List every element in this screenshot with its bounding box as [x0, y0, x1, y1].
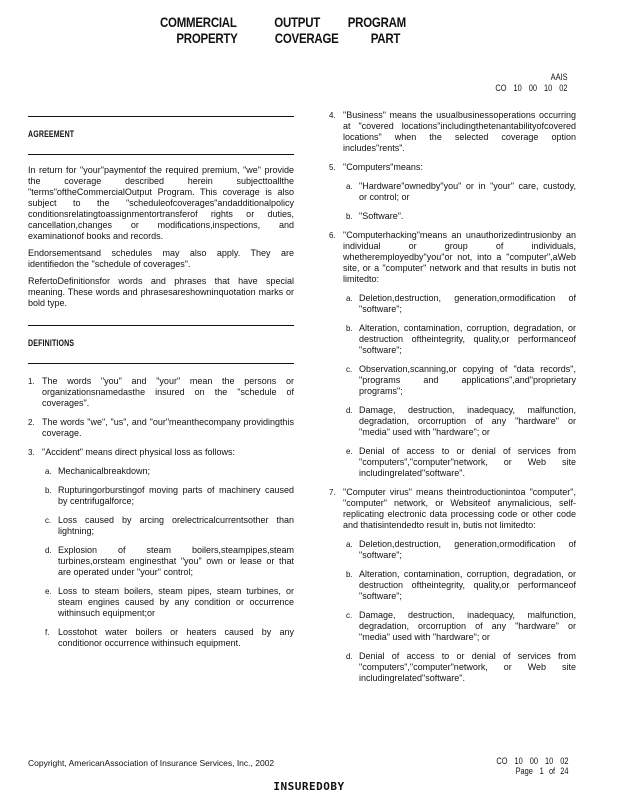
- sub-label: c.: [346, 611, 353, 620]
- agreement-paragraph: In return for "your"paymentof the required premium, "we" provide the coverage described herein subjecttoallthe "terms"oftheCommercialOutput Program. This coverage is also subject to the "scheduleofcoverages"andadditionalpolicy conditionsrelatingtoassignmentortransferof rights or duties, cancellation,changes or modifications,inspections, and examinationof books and records.: [28, 165, 294, 241]
- sub-text: Observation,scanning,or copying of "data records", "programs and applications",and"proprietary programs";: [359, 364, 576, 396]
- item-text: The words "you" and "your" mean the persons or organizationsnamedasthe insured on the "schedule of coverages".: [42, 376, 294, 408]
- org-label: AAIS: [551, 72, 568, 83]
- sub-label: e.: [45, 587, 52, 596]
- footer-form-code: [490, 757, 569, 777]
- sub-label: f.: [45, 628, 50, 637]
- title-word: COVERAGE: [274, 30, 339, 46]
- item-number: 7.: [329, 488, 336, 497]
- title-word: PROGRAM: [347, 14, 406, 30]
- sub-text: "Software".: [359, 211, 404, 221]
- definition-item: [28, 376, 294, 409]
- item-text: "Computerhacking"means an unauthorizedintrusionby an individual or group of individuals, whetheremployedby"you"or not, into a "computer",aWeb site, or a "computer" network and that results in butis not limitedto:: [343, 230, 576, 284]
- left-column: [28, 116, 294, 657]
- sub-text: Denial of access to or denial of services from "computers","computer"network, or Web site includingrelated"software".: [359, 446, 576, 478]
- sub-item: [329, 569, 576, 602]
- form-number: CO 10 00 10 02: [496, 756, 569, 767]
- title-word: COMMERCIAL: [160, 14, 237, 30]
- item-text: "Business" means the usualbusinessoperations occurring at "covered locations"includingthetenantabilityofcovered locations" when the selected coverage option includes"rents".: [343, 110, 576, 153]
- definition-item: [329, 110, 576, 154]
- sub-item: [28, 545, 294, 578]
- sub-item: [28, 627, 294, 649]
- definition-item: [28, 417, 294, 439]
- sub-item: [329, 181, 576, 203]
- sub-item: [329, 610, 576, 643]
- item-number: 1.: [28, 377, 35, 386]
- sub-label: b.: [45, 486, 52, 495]
- item-text: "Computers"means:: [343, 162, 423, 172]
- sub-label: a.: [346, 294, 353, 303]
- sub-text: Losstohot water boilers or heaters caused by any conditionor occurrence withinsuch equipment.: [58, 627, 294, 648]
- sub-label: d.: [45, 546, 52, 555]
- title-word: PART: [370, 30, 401, 46]
- sub-item: [28, 485, 294, 507]
- item-number: 6.: [329, 231, 336, 240]
- sub-text: Denial of access to or denial of services from "computers","computer"network, or Web site includingrelated"software".: [359, 651, 576, 683]
- sub-text: Alteration, contamination, corruption, degradation, or destruction oftheintegrity, quality,or performanceof "software";: [359, 323, 576, 355]
- item-text: "Accident" means direct physical loss as follows:: [42, 447, 235, 457]
- agreement-paragraph: RefertoDefinitionsfor words and phrases that have special meaning. These words and phrasesareshowninquotation marks or bold type.: [28, 276, 294, 308]
- sub-text: Deletion,destruction, generation,ormodification of "software";: [359, 293, 576, 314]
- sub-label: a.: [346, 540, 353, 549]
- sub-label: c.: [346, 365, 353, 374]
- sub-text: "Hardware"ownedby"you" or in "your" care, custody, or control; or: [359, 181, 576, 202]
- sub-item: [329, 293, 576, 315]
- right-column: [329, 110, 576, 692]
- item-number: 3.: [28, 448, 35, 457]
- sub-item: [329, 364, 576, 397]
- item-text: "Computer virus" means theintroductionintoa "computer", "computer" network, or Websiteof anymalicious, self-replicating electronic data processing code or other code and thatisintendedto result in, butis not limitedto:: [343, 487, 576, 530]
- sub-label: a.: [45, 467, 52, 476]
- form-code-header: [489, 72, 568, 94]
- sub-item: [329, 405, 576, 438]
- sub-text: Loss caused by arcing orelectricalcurrentsother than lightning;: [58, 515, 294, 536]
- sub-label: b.: [346, 570, 353, 579]
- definition-item: [329, 487, 576, 531]
- sub-text: Rupturingorburstingof moving parts of machinery caused by centrifugalforce;: [58, 485, 294, 506]
- sub-item: [28, 586, 294, 619]
- copyright-notice: Copyright, AmericanAssociation of Insurance Services, Inc., 2002: [28, 758, 275, 768]
- definition-item: [329, 162, 576, 173]
- sub-item: [329, 211, 576, 222]
- sub-label: b.: [346, 212, 353, 221]
- title-word: PROPERTY: [176, 30, 238, 46]
- sub-label: d.: [346, 652, 353, 661]
- sub-item: [329, 539, 576, 561]
- sub-item: [28, 515, 294, 537]
- form-number: CO 10 00 10 02: [495, 83, 568, 94]
- sub-text: Damage, destruction, inadequacy, malfunction, degradation, orcorruption of any "hardware" or "media" used with "hardware"; or: [359, 405, 576, 437]
- sub-item: [329, 323, 576, 356]
- title-word: OUTPUT: [274, 14, 321, 30]
- sub-text: Mechanicalbreakdown;: [58, 466, 151, 476]
- sub-text: Damage, destruction, inadequacy, malfunction, degradation, orcorruption of any "hardware" or "media" used with "hardware"; or: [359, 610, 576, 642]
- section-heading-definitions: DEFINITIONS: [28, 338, 75, 348]
- item-text: The words "we", "us", and "our"meanthecompany providingthis coverage.: [42, 417, 294, 438]
- sub-text: Loss to steam boilers, steam pipes, steam turbines, or steam engines caused by any condition or occurrence withinsuch equipment;or: [58, 586, 294, 618]
- watermark: INSUREDOBY: [273, 780, 345, 793]
- sub-label: b.: [346, 324, 353, 333]
- sub-item: [329, 651, 576, 684]
- item-number: 4.: [329, 111, 336, 120]
- definition-item: [28, 447, 294, 458]
- item-number: 2.: [28, 418, 35, 427]
- sub-label: c.: [45, 516, 52, 525]
- definition-item: [329, 230, 576, 285]
- sub-label: d.: [346, 406, 353, 415]
- section-heading-agreement: AGREEMENT: [28, 129, 75, 139]
- sub-item: [28, 466, 294, 477]
- sub-label: e.: [346, 447, 353, 456]
- agreement-paragraph: Endorsementsand schedules may also apply. They are identifiedon the "schedule of coverages".: [28, 248, 294, 269]
- sub-item: [329, 446, 576, 479]
- sub-text: Alteration, contamination, corruption, degradation, or destruction oftheintegrity, quality,or performanceof "software";: [359, 569, 576, 601]
- page-indicator: Page 1 of 24: [516, 766, 569, 777]
- sub-text: Deletion,destruction, generation,ormodification of "software";: [359, 539, 576, 560]
- item-number: 5.: [329, 163, 336, 172]
- document-title: [160, 14, 406, 46]
- sub-label: a.: [346, 182, 353, 191]
- sub-text: Explosion of steam boilers,steampipes,steam turbines,orsteam enginesthat "you" own or lease or that are operated under "your" control;: [58, 545, 294, 577]
